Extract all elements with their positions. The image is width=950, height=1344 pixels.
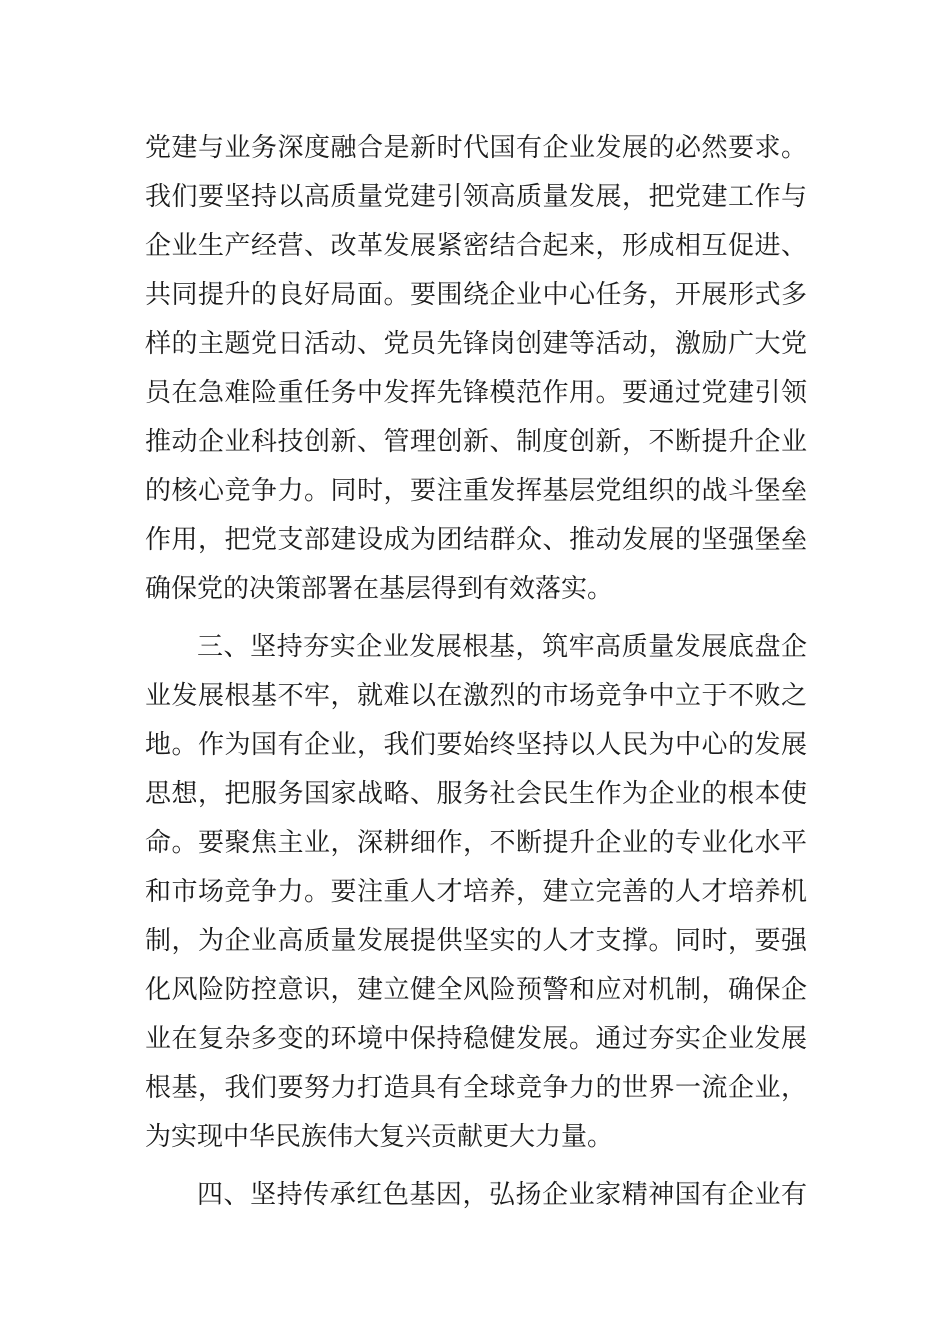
text-line: 推动企业科技创新、管理创新、制度创新，不断提升企业 <box>145 427 807 457</box>
text-line: 业发展根基不牢，就难以在激烈的市场竞争中立于不败之 <box>145 681 807 711</box>
text-line: 员在急难险重任务中发挥先锋模范作用。要通过党建引领 <box>145 378 807 408</box>
text-line: 样的主题党日活动、党员先锋岗创建等活动，激励广大党 <box>145 329 807 359</box>
text-line: 党建与业务深度融合是新时代国有企业发展的必然要求。 <box>145 133 807 163</box>
text-line: 和市场竞争力。要注重人才培养，建立完善的人才培养机 <box>145 877 807 907</box>
text-line: 地。作为国有企业，我们要始终坚持以人民为中心的发展 <box>145 730 807 760</box>
text-line: 作用，把党支部建设成为团结群众、推动发展的坚强堡垒 <box>145 525 807 555</box>
text-line: 命。要聚焦主业，深耕细作，不断提升企业的专业化水平 <box>145 828 807 858</box>
text-line: 确保党的决策部署在基层得到有效落实。 <box>145 574 614 604</box>
text-line: 根基，我们要努力打造具有全球竞争力的世界一流企业， <box>145 1073 807 1103</box>
text-line: 企业生产经营、改革发展紧密结合起来，形成相互促进、 <box>145 231 807 261</box>
section-heading-line: 三、坚持夯实企业发展根基，筑牢高质量发展底盘企 <box>197 632 807 662</box>
text-line: 我们要坚持以高质量党建引领高质量发展，把党建工作与 <box>145 182 807 212</box>
text-line: 的核心竞争力。同时，要注重发挥基层党组织的战斗堡垒 <box>145 476 807 506</box>
text-line: 共同提升的良好局面。要围绕企业中心任务，开展形式多 <box>145 280 807 310</box>
text-line: 制，为企业高质量发展提供坚实的人才支撑。同时，要强 <box>145 926 807 956</box>
text-line: 业在复杂多变的环境中保持稳健发展。通过夯实企业发展 <box>145 1024 807 1054</box>
text-line: 为实现中华民族伟大复兴贡献更大力量。 <box>145 1122 614 1152</box>
section-heading-line: 四、坚持传承红色基因，弘扬企业家精神国有企业有 <box>197 1180 807 1210</box>
text-line: 化风险防控意识，建立健全风险预警和应对机制，确保企 <box>145 975 807 1005</box>
text-line: 思想，把服务国家战略、服务社会民生作为企业的根本使 <box>145 779 807 809</box>
